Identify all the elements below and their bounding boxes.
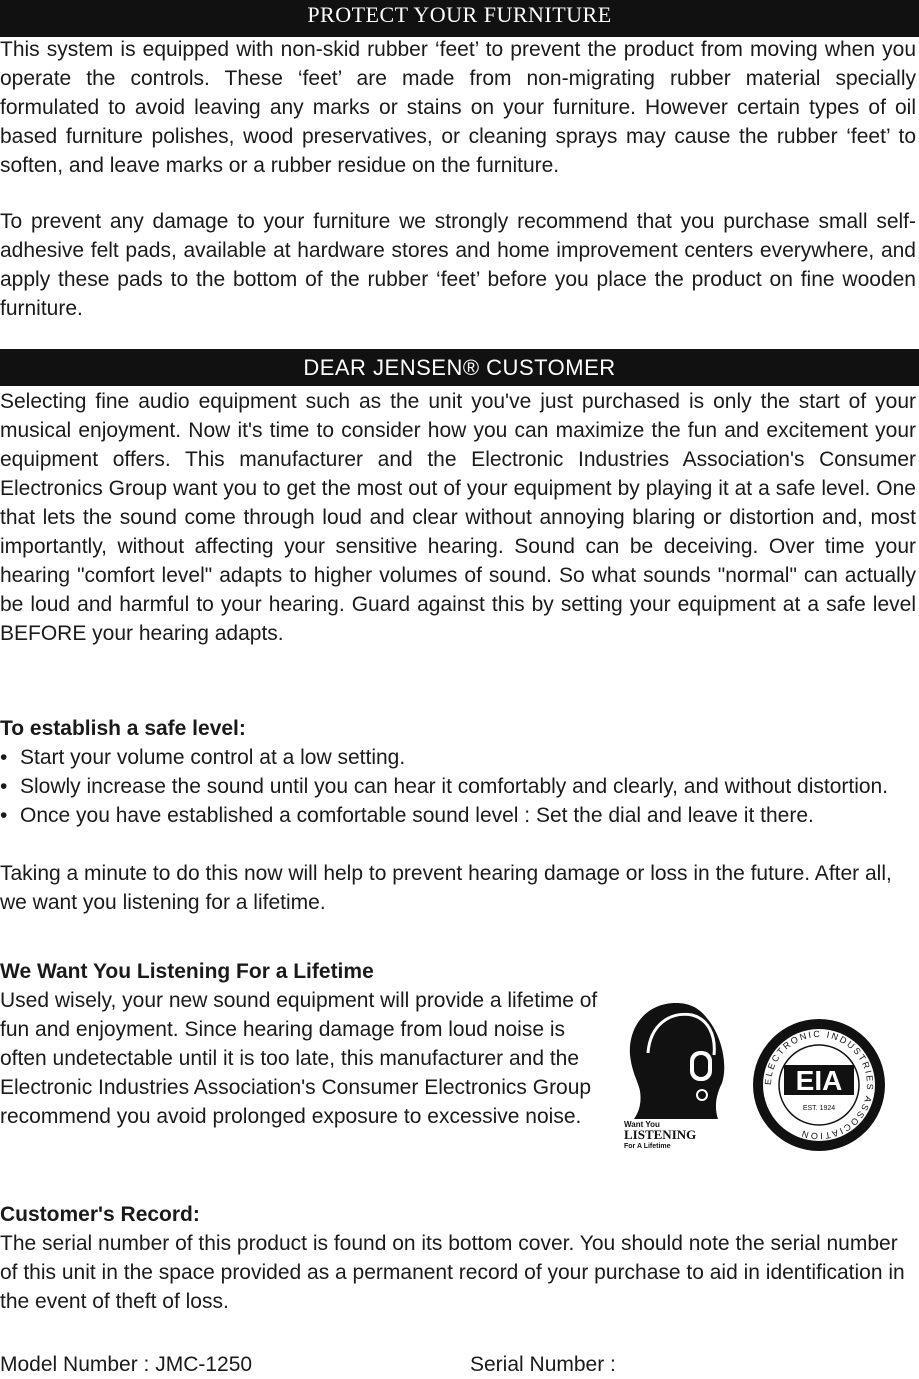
logo-text-listening: LISTENING [624, 1127, 697, 1142]
lifetime-heading: We Want You Listening For a Lifetime [0, 960, 374, 983]
customer-record-paragraph: The serial number of this product is found on its bottom cover. You should note the serial number of this unit in the space provided as a permanent record of your purchase to aid in identification in the event of theft of loss. [0, 1232, 905, 1313]
protect-furniture-banner: PROTECT YOUR FURNITURE [0, 0, 919, 37]
customer-paragraph: Selecting fine audio equipment such as the unit you've just purchased is only the start of your musical enjoyment. Now it's time to consider how you can maximize the fun and excitement your equipment offers. This manufacturer and the Electronic Industries Association's Consumer Electronics Group want you to get the most out of your equipment by playing it at a safe level. One that lets the sound come through loud and clear without annoying blaring or distortion and, most importantly, without affecting your sensitive hearing. Sound can be deceiving. Over time your hearing "comfort level" adapts to higher volumes of sound. So what sounds "normal" can actually be loud and harmful to your hearing. Guard against this by setting your equipment at a safe level BEFORE your hearing adapts. [0, 390, 916, 645]
bullet-icon: • [0, 746, 8, 769]
customer-record-heading: Customer's Record: [0, 1203, 200, 1226]
bullet-icon: • [0, 775, 8, 798]
list-item: • Start your volume control at a low setting. [0, 743, 900, 772]
protect-paragraph-2: To prevent any damage to your furniture we strongly recommend that you purchase small self-adhesive felt pads, available at hardware stores and home improvement centers everywhere, and apply these pads to the bottom of the rubber ‘feet’ before you place the product on fine wooden furniture. [0, 210, 916, 320]
dear-customer-banner: DEAR JENSEN® CUSTOMER [0, 349, 919, 386]
eia-seal-logo [750, 1018, 888, 1152]
eia-letters: EIA [795, 1065, 843, 1096]
safe-level-list [0, 743, 900, 830]
list-item: • Once you have established a comfortable sound level : Set the dial and leave it there. [0, 801, 900, 830]
serial-number: Serial Number : [470, 1353, 616, 1376]
eia-est: EST. 1924 [802, 1105, 836, 1112]
logo-text-we: We [624, 1112, 635, 1119]
list-item: • Slowly increase the sound until you can hear it comfortably and clearly, and without distortion. [0, 772, 900, 801]
lifetime-paragraph: Used wisely, your new sound equipment will provide a lifetime of fun and enjoyment. Since hearing damage from loud noise is often undetectable until it is too late, this manufacturer and the Electronic Industries Association's Consumer Electronics Group recommend you avoid prolonged exposure to excessive noise. [0, 989, 598, 1128]
model-number: Model Number : JMC-1250 [0, 1353, 253, 1376]
protect-paragraph-1: This system is equipped with non-skid rubber ‘feet’ to prevent the product from moving when you operate the controls. These ‘feet’ are made from non-migrating rubber material specially formulated to avoid leaving any marks or stains on your furniture. However certain types of oil based furniture polishes, wood preservatives, or cleaning sprays may cause the rubber ‘feet’ to soften, and leave marks or a rubber residue on the furniture. [0, 38, 916, 177]
we-want-you-listening-logo [618, 995, 734, 1150]
logo-text-want-you: Want You [624, 1120, 660, 1129]
logo-text-lifetime: For A Lifetime [624, 1143, 671, 1150]
bullet-icon: • [0, 804, 8, 827]
safe-level-heading: To establish a safe level: [0, 717, 246, 740]
safe-level-paragraph: Taking a minute to do this now will help to prevent hearing damage or loss in the future. After all, we want you listening for a lifetime. [0, 862, 892, 914]
eia-ring-text: ELECTRONIC INDUSTRIES ASSOCIATION [762, 1028, 876, 1142]
